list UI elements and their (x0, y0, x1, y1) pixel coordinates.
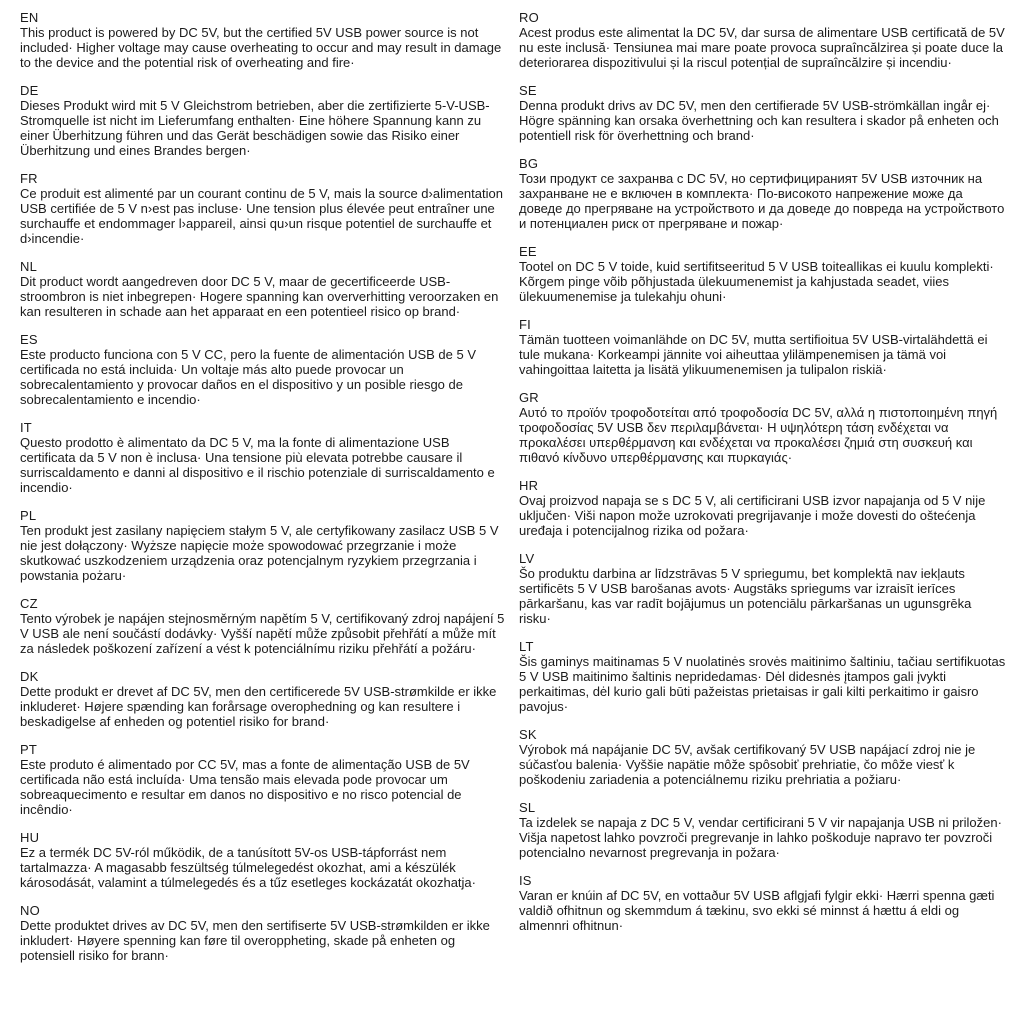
lang-text-en: This product is powered by DC 5V, but the certified 5V USB power source is not included· Higher voltage may cause overheating to occur and may result in damage to the device and the potential risk of overheating and fire· (20, 25, 502, 70)
lang-block-lt (519, 639, 1006, 714)
lang-code-sk: SK (519, 727, 537, 742)
lang-block-en (20, 10, 507, 70)
column-right (519, 10, 1006, 976)
lang-text-hr: Ovaj proizvod napaja se s DC 5 V, ali certificirani USB izvor napajanja od 5 V nije uključen· Viši napon može uzrokovati pregrijavanje i može dovesti do oštećenja uređaja i potencijalnog rizika od požara· (519, 493, 986, 538)
lang-block-hu (20, 830, 507, 890)
lang-code-pl: PL (20, 508, 37, 523)
lang-text-pl: Ten produkt jest zasilany napięciem stałym 5 V, ale certyfikowany zasilacz USB 5 V nie jest dołączony· Wyższe napięcie może spowodować przegrzanie i może skutkować uszkodzeniem urządzenia oraz potencjalnym ryzykiem przegrzania i powstania pożaru· (20, 523, 499, 583)
lang-block-lv (519, 551, 1006, 626)
lang-code-ee: EE (519, 244, 537, 259)
lang-text-nl: Dit product wordt aangedreven door DC 5 V, maar de gecertificeerde USB-stroombron is niet inbegrepen· Hogere spanning kan oververhitting veroorzaken en kan resulteren in schade aan het apparaat en een potentieel risico op brand· (20, 274, 499, 319)
lang-code-hr: HR (519, 478, 539, 493)
lang-code-dk: DK (20, 669, 39, 684)
lang-block-pt (20, 742, 507, 817)
lang-block-sl (519, 800, 1006, 860)
lang-block-es (20, 332, 507, 407)
lang-text-fr: Ce produit est alimenté par un courant continu de 5 V, mais la source d›alimentation USB certifiée de 5 V n›est pas incluse· Une tension plus élevée peut entraîner une surchauffe et endommager l›appareil, ainsi qu›un risque potentiel de surchauffe et d›incendie· (20, 186, 503, 246)
lang-block-de (20, 83, 507, 158)
column-left (20, 10, 507, 976)
lang-code-no: NO (20, 903, 40, 918)
lang-block-nl (20, 259, 507, 319)
lang-text-de: Dieses Produkt wird mit 5 V Gleichstrom betrieben, aber die zertifizierte 5-V-USB-Stromquelle ist nicht im Lieferumfang enthalten· Eine höhere Spannung kann zu einer Überhitzung führen und das Gerät beschädigen sowie das Risiko einer Überhitzung und eines Brandes bergen· (20, 98, 490, 158)
lang-code-lv: LV (519, 551, 535, 566)
lang-text-cz: Tento výrobek je napájen stejnosměrným napětím 5 V, certifikovaný zdroj napájení 5 V USB ale není součástí dodávky· Vyšší napětí může způsobit přehřátí a může mít za následek poškození zařízení a vést k potenciálnímu riziku přehřátí a požáru· (20, 611, 505, 656)
lang-block-is (519, 873, 1006, 933)
lang-code-es: ES (20, 332, 38, 347)
lang-text-no: Dette produktet drives av DC 5V, men den sertifiserte 5V USB-strømkilden er ikke inkludert· Høyere spenning kan føre til overoppheting, skade på enheten og potensiell risiko for brann· (20, 918, 490, 963)
lang-code-it: IT (20, 420, 32, 435)
lang-code-se: SE (519, 83, 537, 98)
lang-text-se: Denna produkt drivs av DC 5V, men den certifierade 5V USB-strömkällan ingår ej· Högre spänning kan orsaka överhettning och kan resultera i skador på enheten och potentiell risk för överhettning och brand· (519, 98, 999, 143)
lang-code-sl: SL (519, 800, 536, 815)
lang-block-dk (20, 669, 507, 729)
lang-code-en: EN (20, 10, 39, 25)
lang-code-pt: PT (20, 742, 38, 757)
lang-text-hu: Ez a termék DC 5V-ról működik, de a tanúsított 5V-os USB-tápforrást nem tartalmazza· A magasabb feszültség túlmelegedést okozhat, ami a készülék károsodását, valamint a túlmelegedés és a tűz esetleges kockázatát okozhatja· (20, 845, 476, 890)
lang-code-ro: RO (519, 10, 539, 25)
lang-block-cz (20, 596, 507, 656)
lang-code-is: IS (519, 873, 532, 888)
lang-block-se (519, 83, 1006, 143)
lang-text-pt: Este produto é alimentado por CC 5V, mas a fonte de alimentação USB de 5V certificada não está incluída· Uma tensão mais elevada pode provocar um sobreaquecimento e resultar em danos no dispositivo e no risco potencial de incêndio· (20, 757, 470, 817)
lang-text-ro: Acest produs este alimentat la DC 5V, dar sursa de alimentare USB certificată de 5V nu este inclusă· Tensiunea mai mare poate provoca supraîncălzirea și poate duce la deteriorarea dispozitivului și la riscul potențial de supraîncălzire și incendiu· (519, 25, 1005, 70)
lang-block-no (20, 903, 507, 963)
lang-block-hr (519, 478, 1006, 538)
lang-block-it (20, 420, 507, 495)
lang-code-hu: HU (20, 830, 40, 845)
lang-code-nl: NL (20, 259, 38, 274)
lang-text-is: Varan er knúin af DC 5V, en vottaður 5V USB aflgjafi fylgir ekki· Hærri spenna gæti valdið ofhitnun og skemmdum á tækinu, svo ekki sé minnst á hættu á eldi og almennri ofhitnun· (519, 888, 995, 933)
lang-block-gr (519, 390, 1006, 465)
lang-block-ee (519, 244, 1006, 304)
lang-code-fr: FR (20, 171, 38, 186)
lang-text-lv: Šo produktu darbina ar līdzstrāvas 5 V spriegumu, bet komplektā nav iekļauts sertificēts 5 V USB barošanas avots· Augstāks spriegums var izraisīt ierīces pārkaršanu, kas var radīt bojājumus un potenciālu pārkaršanas un ugunsgrēka risku· (519, 566, 972, 626)
lang-text-sk: Výrobok má napájanie DC 5V, avšak certifikovaný 5V USB napájací zdroj nie je súčasťou balenia· Vyššie napätie môže spôsobiť prehriatie, čo môže viesť k poškodeniu zariadenia a potenciálnemu riziku prehriatia a požiaru· (519, 742, 976, 787)
lang-code-cz: CZ (20, 596, 38, 611)
lang-code-lt: LT (519, 639, 534, 654)
lang-code-de: DE (20, 83, 39, 98)
lang-text-lt: Šis gaminys maitinamas 5 V nuolatinės srovės maitinimo šaltiniu, tačiau sertifikuotas 5 V USB maitinimo šaltinis nepridedamas· Dėl didesnės įtampos gali įvykti perkaitimas, dėl kurio gali būti pažeistas prietaisas ir gali kilti perkaitimo ir gaisro pavojus· (519, 654, 1006, 714)
lang-text-it: Questo prodotto è alimentato da DC 5 V, ma la fonte di alimentazione USB certificata da 5 V non è inclusa· Una tensione più elevata potrebbe causare il surriscaldamento e danni al dispositivo e il rischio potenziale di surriscaldamento e incendio· (20, 435, 495, 495)
lang-text-es: Este producto funciona con 5 V CC, pero la fuente de alimentación USB de 5 V certificada no está incluida· Un voltaje más alto puede provocar un sobrecalentamiento y provocar daños en el dispositivo y un posible riesgo de sobrecalentamiento e incendio· (20, 347, 476, 407)
lang-block-bg (519, 156, 1006, 231)
lang-text-bg: Този продукт се захранва с DC 5V, но сертифицираният 5V USB източник на захранване не е включен в комплекта· По-високото напрежение може да доведе до прегряване на устройството и да доведе до повреда на устройството и потенциален риск от прегряване и пожар· (519, 171, 1005, 231)
lang-block-fi (519, 317, 1006, 377)
lang-code-gr: GR (519, 390, 539, 405)
lang-text-ee: Tootel on DC 5 V toide, kuid sertifitseeritud 5 V USB toiteallikas ei kuulu komplekti· Kõrgem pinge võib põhjustada ülekuumenemist ja kahjustada seadet, viies ülekuumenemise ja tulekahju ohuni· (519, 259, 994, 304)
lang-block-sk (519, 727, 1006, 787)
lang-code-fi: FI (519, 317, 531, 332)
lang-text-fi: Tämän tuotteen voimanlähde on DC 5V, mutta sertifioitua 5V USB-virtalähdettä ei tule mukana· Korkeampi jännite voi aiheuttaa ylilämpenemisen ja tämä voi vahingoittaa laitetta ja lisätä ylikuumenemisen ja tulipalon riskiä· (519, 332, 988, 377)
lang-text-gr: Αυτό το προϊόν τροφοδοτείται από τροφοδοσία DC 5V, αλλά η πιστοποιημένη πηγή τροφοδοσίας 5V USB δεν περιλαμβάνεται· Η υψηλότερη τάση ενδέχεται να προκαλέσει υπερθέρμανση και ενδέχεται να προκαλέσει ζημιά στη συσκευή και πιθανό κίνδυνο υπερθέρμανσης και πυρκαγιάς· (519, 405, 998, 465)
lang-block-fr (20, 171, 507, 246)
lang-block-pl (20, 508, 507, 583)
lang-code-bg: BG (519, 156, 539, 171)
lang-text-sl: Ta izdelek se napaja z DC 5 V, vendar certificirani 5 V vir napajanja USB ni priložen· Višja napetost lahko povzroči pregrevanje in lahko poškoduje napravo ter povzroči potencialno nevarnost pregrevanja in požara· (519, 815, 1002, 860)
lang-text-dk: Dette produkt er drevet af DC 5V, men den certificerede 5V USB-strømkilde er ikke inkluderet· Højere spænding kan forårsage overophedning og kan resultere i beskadigelse af enheden og potentiel risiko for brand· (20, 684, 497, 729)
lang-block-ro (519, 10, 1006, 70)
